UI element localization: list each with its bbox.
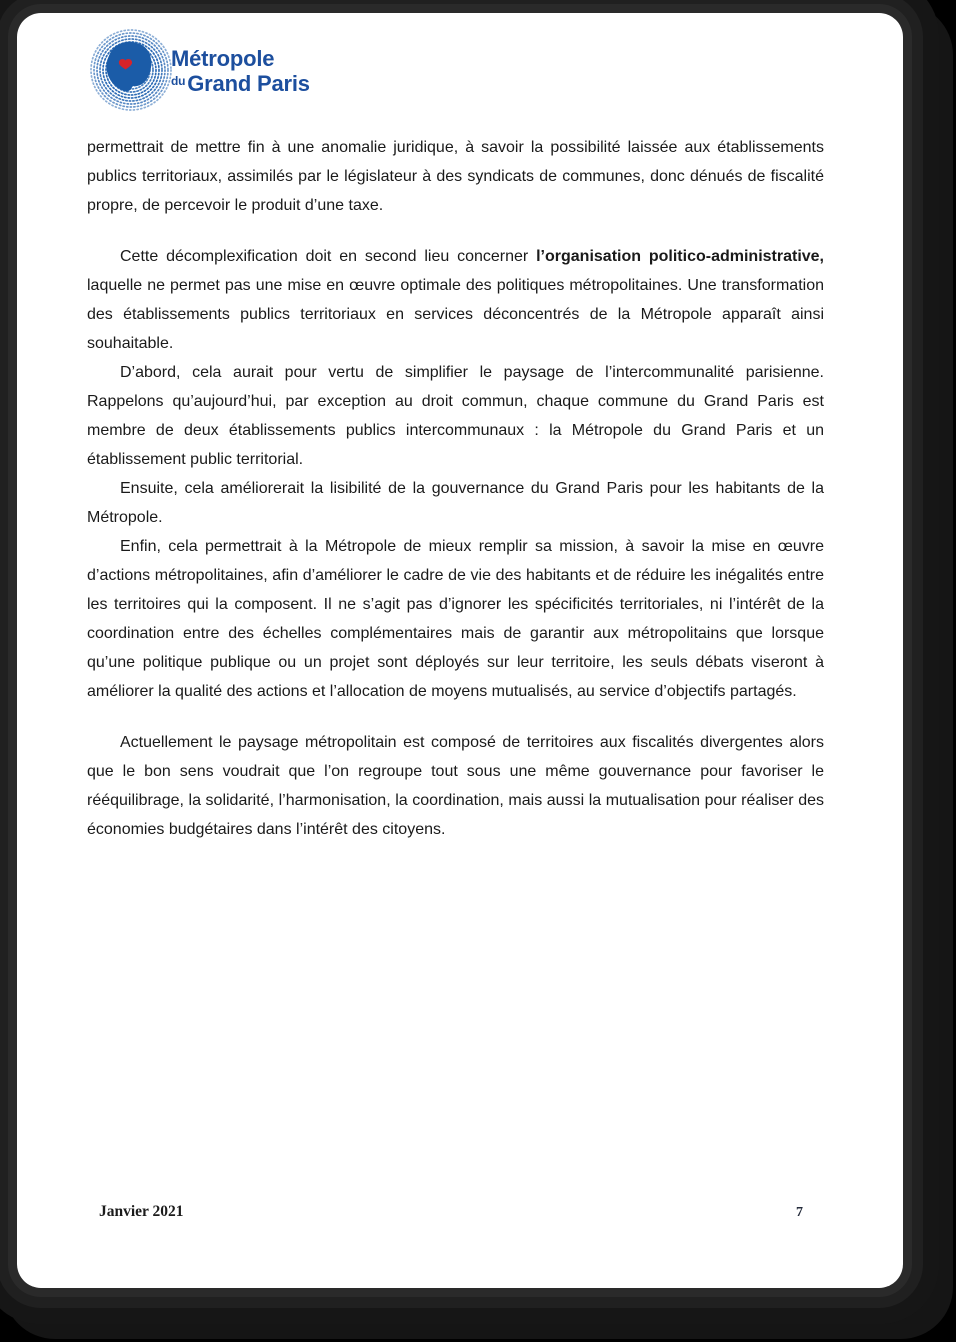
logo-line2 (171, 70, 310, 95)
paragraph (87, 474, 824, 532)
bold-run: l’organisation politico-administrative, (536, 248, 825, 265)
logo-du-prefix: du (171, 73, 186, 88)
text-run: Ensuite, cela améliorerait la lisibilité de la gouvernance du Grand Paris pour les habitants de la Métropole. (87, 480, 824, 526)
mgp-logo (89, 28, 310, 112)
paragraph (87, 242, 824, 358)
footer-date: Janvier 2021 (99, 1203, 184, 1220)
text-run: permettrait de mettre fin à une anomalie juridique, à savoir la possibilité laissée aux établissements publics territoriaux, assimilés par le législateur à des syndicats de communes, donc dénués de fiscalité propre, de percevoir le produit d’une taxe. (87, 139, 824, 214)
paragraph (87, 532, 824, 706)
text-run: Actuellement le paysage métropolitain est composé de territoires aux fiscalités divergentes alors que le bon sens voudrait que l’on regroupe tout sous une même gouvernance pour favoriser le rééquilibrage, la solidarité, l’harmonisation, la coordination, mais aussi la mutualisation pour réaliser des économies budgétaires dans l’intérêt des citoyens. (87, 734, 824, 838)
paragraph (87, 358, 824, 474)
document-body (87, 133, 824, 844)
text-run: Enfin, cela permettrait à la Métropole de mieux remplir sa mission, à savoir la mise en œuvre d’actions métropolitaines, afin d’améliorer le cadre de vie des habitants et de réduire les inégalités entre les territoires qui la composent. Il ne s’agit pas d’ignorer les spécificités territoriales, ni l’intérêt de la coordination entre des échelles complémentaires mais de garantir aux métropolitains que lorsque qu’une politique publique ou un projet sont déployés sur leur territoire, les seuls débats viseront à améliorer la qualité des actions et l’allocation de moyens mutualisés, au service d’objectifs partagés. (87, 538, 824, 700)
page-footer (99, 1203, 803, 1221)
logo-line1: Métropole (171, 45, 275, 71)
text-run: laquelle ne permet pas une mise en œuvre optimale des politiques métropolitaines. Une transformation des établissements publics territoriaux en services déconcentrés de la Métropole apparaît ainsi souhaitable. (87, 277, 824, 352)
paragraph (87, 133, 824, 220)
paragraph (87, 728, 824, 844)
logo-line2-text: Grand Paris (187, 70, 310, 96)
page-number: 7 (796, 1205, 803, 1220)
text-run: D’abord, cela aurait pour vertu de simplifier le paysage de l’intercommunalité parisienne. Rappelons qu’aujourd’hui, par exception au droit commun, chaque commune du Grand Paris est membre de deux établissements publics intercommunaux : la Métropole du Grand Paris et un établissement public territorial. (87, 364, 824, 468)
text-run: Cette décomplexification doit en second lieu concerner (120, 248, 537, 265)
logo-wordmark (171, 46, 310, 95)
document-page (17, 13, 903, 1288)
logo-dotted-halo-icon (89, 28, 173, 112)
